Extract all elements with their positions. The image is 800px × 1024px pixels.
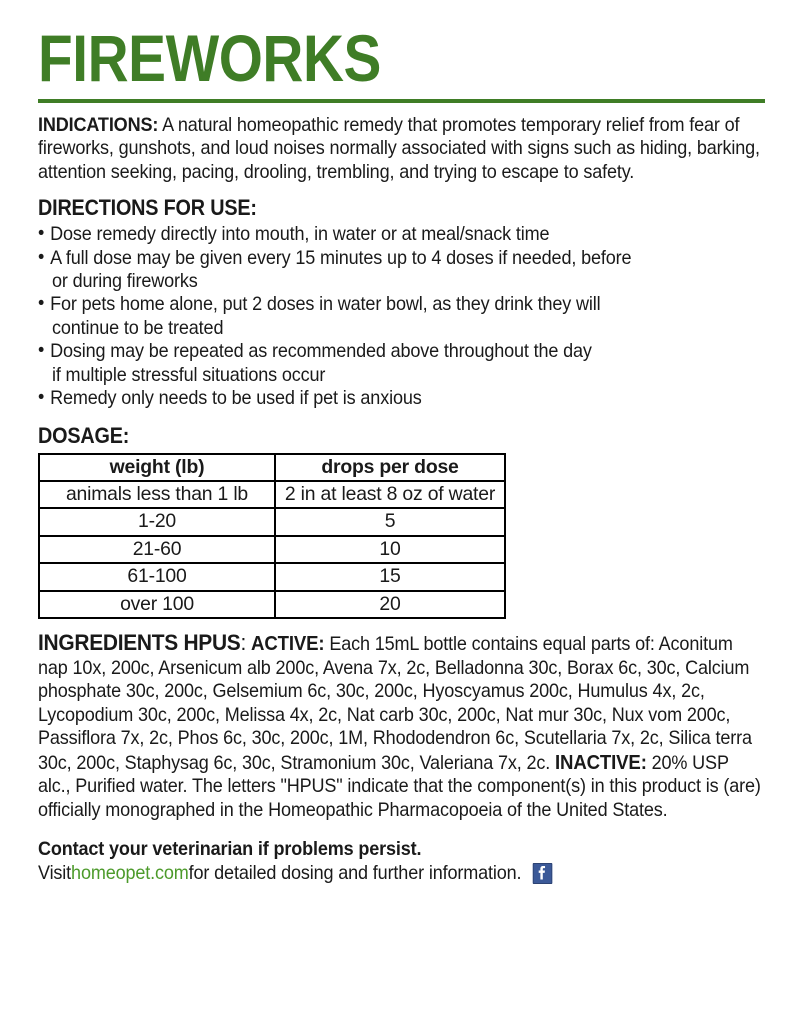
- directions-list: [38, 223, 762, 411]
- cell-drops: 10: [275, 536, 505, 563]
- list-item-line1: For pets home alone, put 2 doses in water bowl, as they drink they will: [50, 293, 601, 316]
- list-item-line2: continue to be treated: [51, 316, 224, 339]
- bullet-icon: •: [38, 339, 45, 362]
- bullet-icon: •: [38, 222, 45, 245]
- table-row: [39, 481, 505, 508]
- list-item-line2: or during fireworks: [51, 269, 198, 292]
- footer-section: [38, 838, 762, 885]
- cell-drops: 2 in at least 8 oz of water: [275, 481, 505, 508]
- list-item-line1: A full dose may be given every 15 minutes up to 4 doses if needed, before: [50, 246, 632, 269]
- table-row: [39, 536, 505, 563]
- ingredients-heading-colon: :: [240, 629, 247, 655]
- cell-weight: over 100: [39, 591, 275, 618]
- column-header-drops: drops per dose: [275, 454, 505, 481]
- ingredients-section: [38, 629, 762, 823]
- indications-paragraph: [38, 114, 762, 184]
- cell-weight: 21-60: [39, 536, 275, 563]
- cell-drops: 15: [275, 563, 505, 590]
- visit-prefix: Visit: [38, 861, 72, 884]
- title-block: [38, 0, 762, 103]
- facebook-icon[interactable]: [533, 863, 553, 884]
- inactive-label: INACTIVE:: [555, 751, 647, 774]
- bullet-icon: •: [38, 386, 45, 409]
- directions-heading: DIRECTIONS FOR USE:: [38, 195, 257, 221]
- ingredients-paragraph: [38, 629, 762, 823]
- dosage-heading: DOSAGE:: [38, 422, 130, 448]
- veterinarian-notice: Contact your veterinarian if problems persist.: [38, 837, 422, 860]
- ingredients-heading: INGREDIENTS HPUS: [38, 629, 241, 655]
- list-item-line1: Remedy only needs to be used if pet is anxious: [50, 387, 422, 410]
- list-item: [38, 223, 762, 246]
- inactive-ingredients-text: 20% USP alc., Purified water. The letters "HPUS" indicate that the component(s) in this product is (are) officially monographed in the Homeopathic Pharmacopoeia of the United States.: [38, 751, 761, 822]
- list-item-line2: if multiple stressful situations occur: [51, 363, 326, 386]
- visit-suffix: for detailed dosing and further information.: [188, 861, 522, 884]
- table-row: [39, 508, 505, 535]
- table-row: [39, 591, 505, 618]
- cell-weight: 61-100: [39, 563, 275, 590]
- page-title: FIREWORKS: [38, 21, 381, 95]
- website-link[interactable]: homeopet.com: [71, 861, 189, 884]
- column-header-weight: weight (lb): [39, 454, 275, 481]
- table-header-row: [39, 454, 505, 481]
- list-item: [38, 293, 762, 340]
- list-item-line1: Dosing may be repeated as recommended above throughout the day: [50, 340, 592, 363]
- indications-section: [38, 114, 762, 184]
- active-label: ACTIVE:: [251, 632, 325, 655]
- cell-weight: animals less than 1 lb: [39, 481, 275, 508]
- table-row: [39, 563, 505, 590]
- list-item-line1: Dose remedy directly into mouth, in water or at meal/snack time: [50, 223, 550, 246]
- dosage-table: [38, 453, 506, 619]
- list-item: [38, 387, 762, 410]
- title-divider: [38, 99, 765, 103]
- list-item: [38, 247, 762, 294]
- bullet-icon: •: [38, 245, 45, 268]
- directions-section: [38, 195, 762, 411]
- active-ingredients-text: Each 15mL bottle contains equal parts of: Aconitum nap 10x, 200c, Arsenicum alb 200c, Avena 7x, 2c, Belladonna 30c, Borax 6c, 30c, Calcium phosphate 30c, 200c, Gelsemium 6c, 30c, 200c, Hyoscyamus 200c, Humulus 4x, 2c, Lycopodium 30c, 200c, Melissa 4x, 2c, Nat carb 30c, 200c, Nat mur 30c, Nux vom 200c, Passiflora 7x, 2c, Phos 6c, 30c, 200c, 1M, Rhododendron 6c, Scutellaria 7x, 2c, Silica terra 30c, 200c, Staphysag 6c, 30c, Stramonium 30c, Valeriana 7x, 2c.: [38, 632, 752, 774]
- indications-text: A natural homeopathic remedy that promotes temporary relief from fear of fireworks, gunshots, and loud noises normally associated with signs such as hiding, barking, attention seeking, pacing, drooling, trembling, and trying to escape to safety.: [38, 113, 760, 183]
- visit-row: [38, 862, 762, 885]
- bullet-icon: •: [38, 292, 45, 315]
- dosage-section: [38, 423, 762, 619]
- cell-weight: 1-20: [39, 508, 275, 535]
- list-item: [38, 340, 762, 387]
- cell-drops: 20: [275, 591, 505, 618]
- indications-label: INDICATIONS:: [38, 113, 159, 136]
- cell-drops: 5: [275, 508, 505, 535]
